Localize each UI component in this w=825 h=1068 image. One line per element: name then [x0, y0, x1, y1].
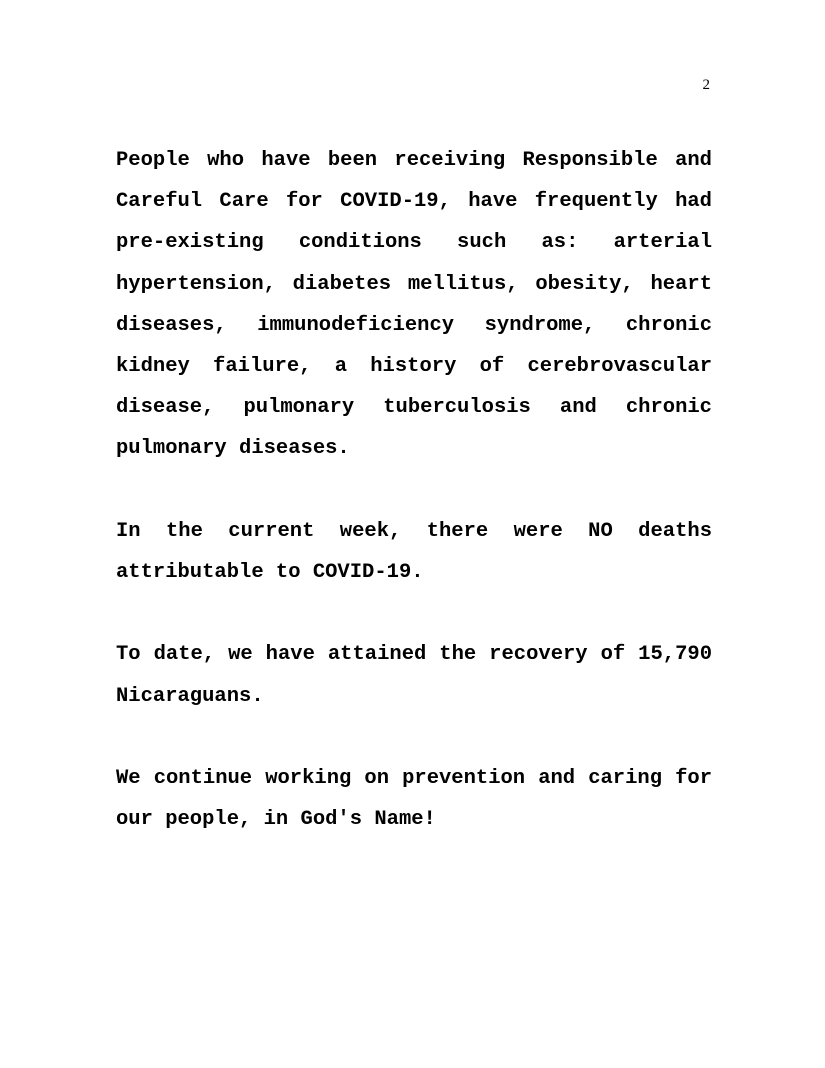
paragraph-recoveries: To date, we have attained the recovery of 15,790 Nicaraguans.: [116, 643, 712, 708]
page-number: 2: [702, 77, 710, 93]
paragraph-pre-existing-conditions: People who have been receiving Responsible and Careful Care for COVID-19, have frequently had pre-existing conditions such as: arterial hypertension, diabetes mellitus, obesity, heart diseases, immunodeficiency syndrome, chronic kidney failure, a history of cerebrovascular disease, pulmonary tuberculosis and chronic pulmonary diseases.: [116, 149, 712, 461]
paragraph-deaths: In the current week, there were NO deaths attributable to COVID-19.: [116, 519, 712, 585]
document-body: [116, 140, 712, 882]
paragraph-closing: We continue working on prevention and caring for our people, in God's Name!: [116, 767, 712, 832]
